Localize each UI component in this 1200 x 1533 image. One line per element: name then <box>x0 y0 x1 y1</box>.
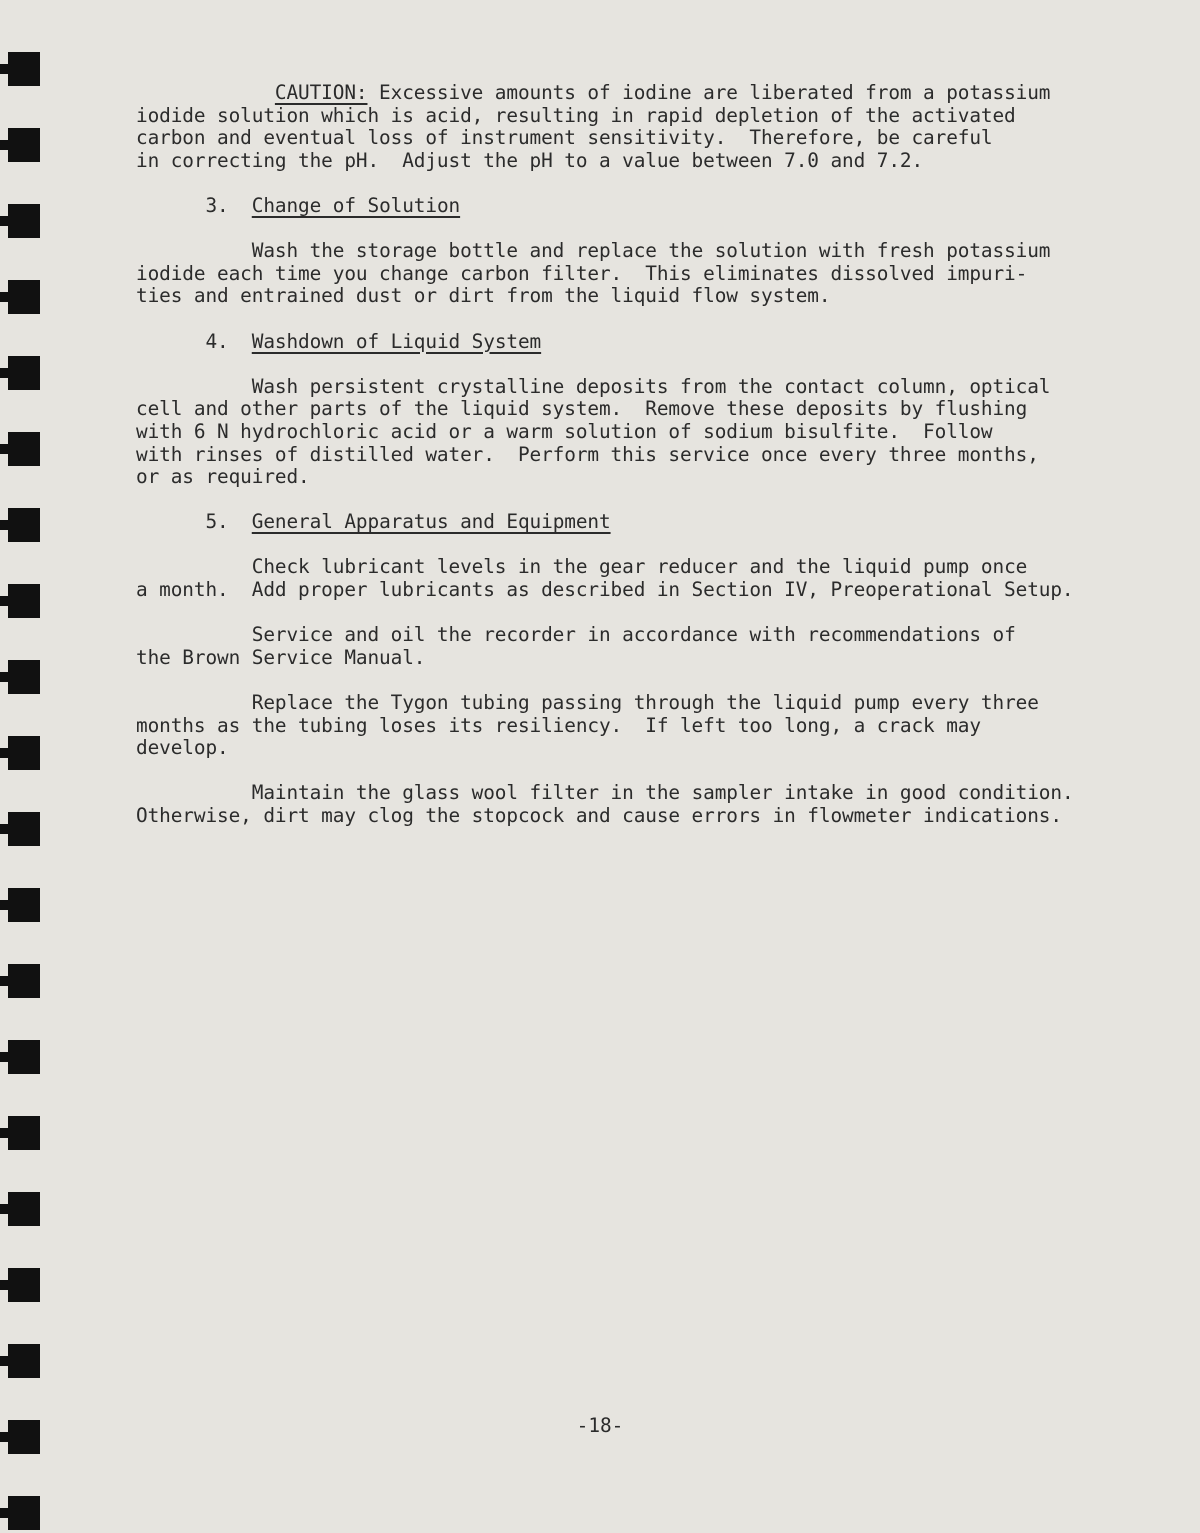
text-line: Wash persistent crystalline deposits from the contact column, optical <box>251 374 1051 398</box>
section-title: Change of Solution <box>251 193 461 217</box>
section-heading-5: 5. General Apparatus and Equipment <box>205 510 611 534</box>
section-title: Washdown of Liquid System <box>251 329 542 353</box>
section-title: General Apparatus and Equipment <box>251 510 611 534</box>
text-line: the Brown Service Manual. <box>136 645 426 669</box>
text-line: Service and oil the recorder in accordance with recommendations of <box>251 623 1016 647</box>
text-line: Maintain the glass wool filter in the sampler intake in good condition. <box>251 781 1074 805</box>
text-line: Wash the storage bottle and replace the solution with fresh potassium <box>251 239 1051 263</box>
text-line: in correcting the pH. Adjust the pH to a value between 7.0 and 7.2. <box>136 148 924 172</box>
caution-label: CAUTION: <box>274 81 368 104</box>
document-body <box>136 82 1096 828</box>
section-heading-4: 4. Washdown of Liquid System <box>205 329 542 353</box>
text-line: Check lubricant levels in the gear reducer and the liquid pump once <box>251 555 1028 579</box>
text-line: Replace the Tygon tubing passing through the liquid pump every three <box>251 691 1039 715</box>
text-line: months as the tubing loses its resiliency. If left too long, a crack may <box>136 713 981 737</box>
page-number: -18- <box>576 1414 624 1437</box>
caution-paragraph: CAUTION: Excessive amounts of iodine are liberated from a potassium <box>274 81 1051 104</box>
text-line: with 6 N hydrochloric acid or a warm solution of sodium bisulfite. Follow <box>136 419 993 443</box>
text-line: a month. Add proper lubricants as described in Section IV, Preoperational Setup. <box>136 578 1074 602</box>
section-heading-3: 3. Change of Solution <box>205 193 461 217</box>
text-line: iodide solution which is acid, resulting in rapid depletion of the activated <box>136 103 1016 127</box>
text-line: develop. <box>136 736 229 760</box>
text-line: or as required. <box>136 465 310 489</box>
text-line: iodide each time you change carbon filter. This eliminates dissolved impuri- <box>136 261 1028 285</box>
text-line: with rinses of distilled water. Perform this service once every three months, <box>136 442 1039 466</box>
text-line: Otherwise, dirt may clog the stopcock and cause errors in flowmeter indications. <box>136 804 1062 827</box>
spiral-binding <box>0 0 60 1533</box>
text-line: carbon and eventual loss of instrument sensitivity. Therefore, be careful <box>136 126 993 150</box>
text-line: ties and entrained dust or dirt from the liquid flow system. <box>136 284 831 308</box>
text-line: cell and other parts of the liquid system. Remove these deposits by flushing <box>136 397 1028 421</box>
